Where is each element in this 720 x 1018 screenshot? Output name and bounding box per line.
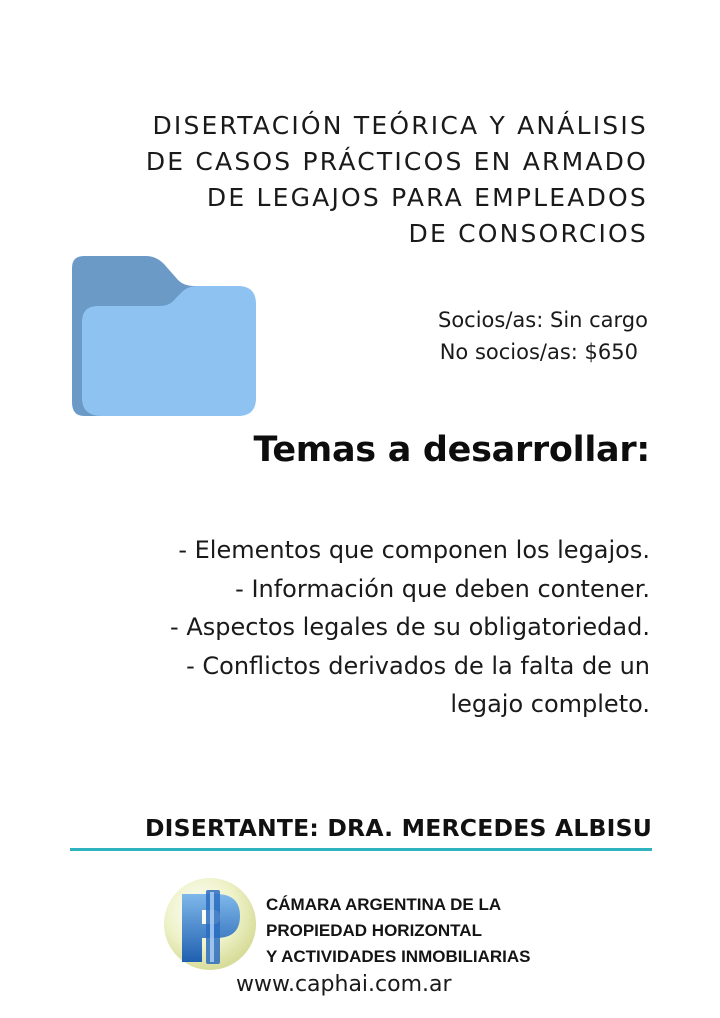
org-line: CÁMARA ARGENTINA DE LA [266,895,502,914]
org-line: Y ACTIVIDADES INMOBILIARIAS [266,947,531,966]
folder-icon [70,252,260,422]
title-line: DE CONSORCIOS [408,219,648,248]
organization-name [266,892,530,970]
topic-item: - Información que deben contener. [235,574,650,603]
title-line: DE LEGAJOS PARA EMPLEADOS [206,183,648,212]
topic-item: - Conflictos derivados de la falta de un [186,651,650,680]
topics-list [30,531,650,724]
speaker-line: DISERTANTE: DRA. MERCEDES ALBISU [70,814,652,851]
price-members: Socios/as: Sin cargo [438,308,648,332]
title-line: DE CASOS PRÁCTICOS EN ARMADO [145,147,648,176]
topic-item: - Aspectos legales de su obligatoriedad. [170,613,650,641]
topic-item: - Elementos que componen los legajos. [178,536,650,564]
pricing [348,304,648,368]
caphai-logo [160,876,260,972]
website-link[interactable]: www.caphai.com.ar [236,972,452,997]
event-title [48,108,648,252]
org-line: PROPIEDAD HORIZONTAL [266,921,482,940]
topic-item: legajo completo. [450,690,650,718]
topics-heading: Temas a desarrollar: [253,430,650,470]
price-non-members: No socios/as: $650 [439,340,638,364]
title-line: DISERTACIÓN TEÓRICA Y ANÁLISIS [152,111,648,140]
